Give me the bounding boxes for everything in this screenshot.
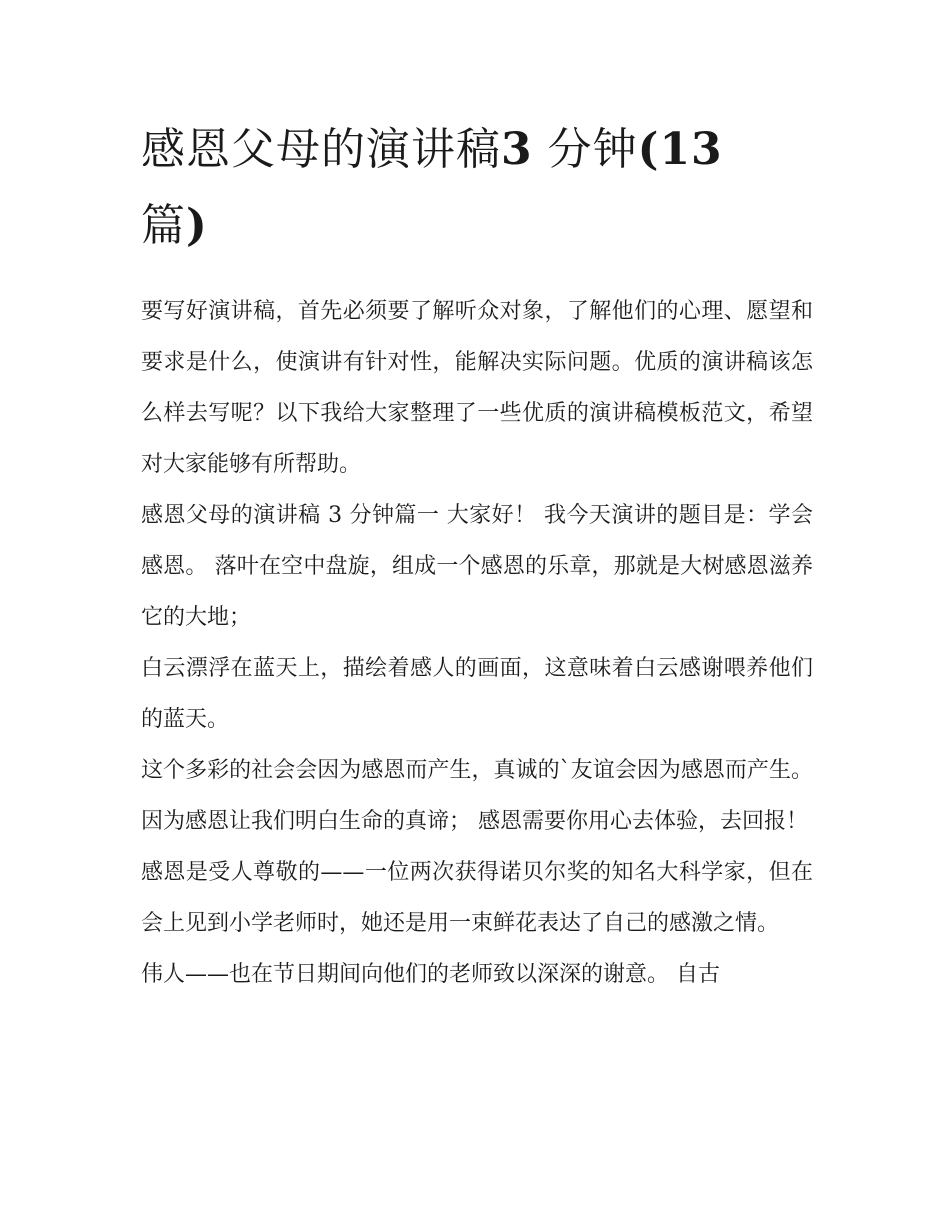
body-paragraph-1: 感恩父母的演讲稿 3 分钟篇一 大家好！ 我今天演讲的题目是：学会感恩。 落叶在空中盘旋，组成一个感恩的乐章，那就是大树感恩滋养它的大地； xyxy=(141,503,813,630)
title-text-2: 分钟 xyxy=(547,124,638,175)
document-content xyxy=(141,112,813,1000)
body-paragraph-3: 这个多彩的社会会因为感恩而产生，真诚的`友谊会因为感恩而产生。因为感恩让我们明白生命的真谛； 感恩需要你用心去体验，去回报！ xyxy=(141,758,813,834)
title-duration-number: 3 xyxy=(501,124,533,175)
body-paragraph-2: 白云漂浮在蓝天上，描绘着感人的画面，这意味着白云感谢喂养他们的蓝天。 xyxy=(141,656,813,732)
title-count-close: ) xyxy=(186,200,208,251)
body-paragraph-5: 伟人——也在节日期间向他们的老师致以深深的谢意。 自古 xyxy=(141,962,720,987)
title-text-1: 感恩父母的演讲稿 xyxy=(141,124,501,175)
intro-paragraph: 要写好演讲稿，首先必须要了解听众对象，了解他们的心理、愿望和要求是什么，使演讲有针对性，能解决实际问题。优质的演讲稿该怎么样去写呢？以下我给大家整理了一些优质的演讲稿模板范文，希望对大家能够有所帮助。 xyxy=(141,299,813,477)
title-text-3: 篇 xyxy=(141,200,186,251)
title-count-open: (13 xyxy=(637,124,723,175)
document-title xyxy=(141,112,813,264)
body-paragraph-4: 感恩是受人尊敬的——一位两次获得诺贝尔奖的知名大科学家，但在会上见到小学老师时，她还是用一束鲜花表达了自己的感激之情。 xyxy=(141,860,813,936)
